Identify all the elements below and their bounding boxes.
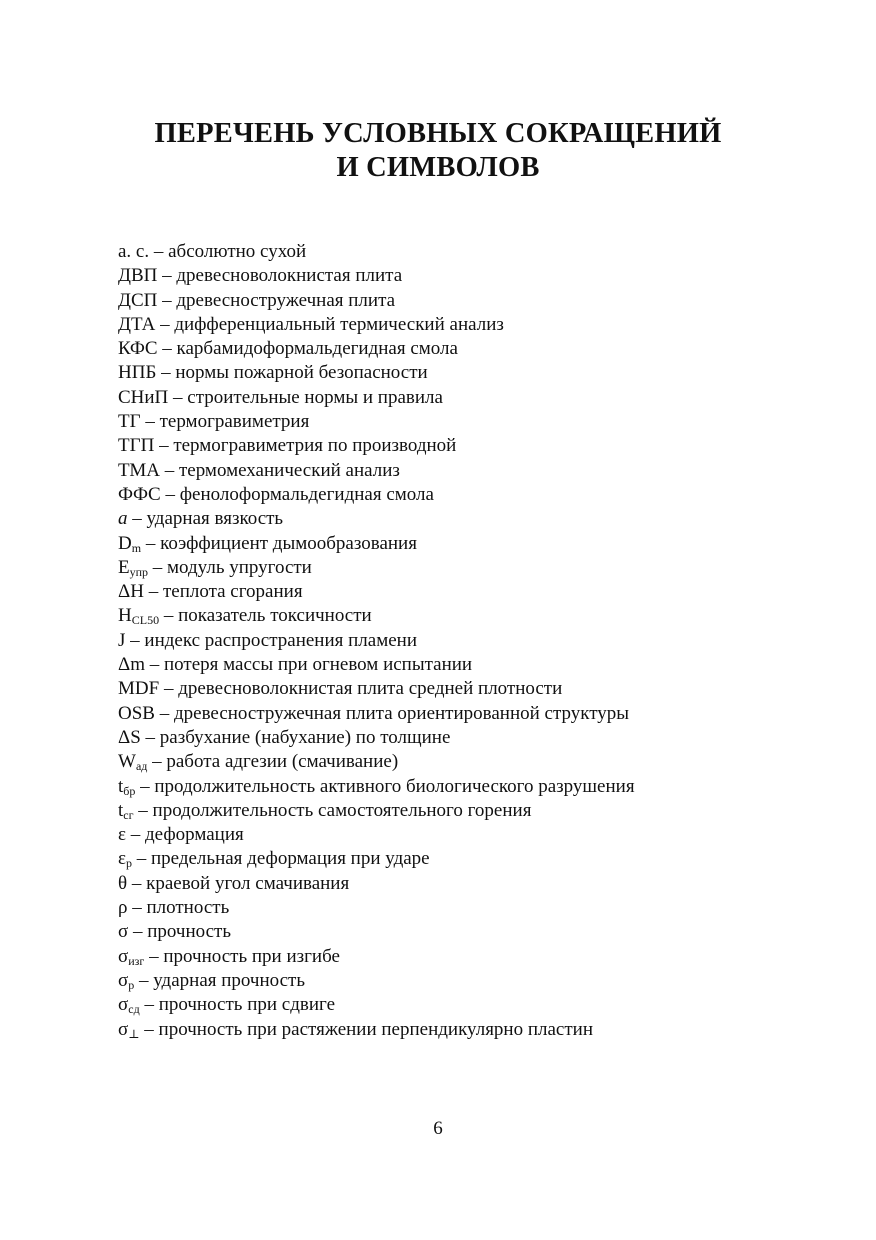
symbol-subscript: изг <box>128 953 145 968</box>
abbreviation-definition: – предельная деформация при ударе <box>131 848 430 870</box>
abbreviation-symbol: ΔH <box>118 581 144 603</box>
abbreviation-symbol: ТМА <box>118 459 160 481</box>
list-item <box>118 386 818 410</box>
abbreviation-definition: – модуль упругости <box>148 556 312 578</box>
abbreviation-symbol: MDF <box>118 678 160 700</box>
abbreviation-symbol: t <box>118 799 124 821</box>
abbreviation-definition: – фенолоформальдегидная смола <box>160 483 434 505</box>
list-item <box>118 726 818 750</box>
abbreviation-symbol: t <box>118 775 124 797</box>
list-item <box>118 604 818 628</box>
abbreviation-definition: – карбамидоформальдегидная смола <box>157 338 458 360</box>
abbreviation-definition: – работа адгезии (смачивание) <box>147 751 399 773</box>
abbreviation-definition: – индекс распространения пламени <box>125 629 417 651</box>
abbreviation-symbol: а. с. <box>118 241 150 262</box>
list-item <box>118 677 818 701</box>
list-item <box>118 532 818 556</box>
list-item <box>118 823 818 847</box>
abbreviation-definition: – деформация <box>125 824 244 846</box>
abbreviation-definition: – прочность при изгибе <box>144 945 340 967</box>
list-item <box>118 847 818 871</box>
list-item <box>118 580 818 604</box>
list-item <box>118 896 818 920</box>
abbreviation-symbol: ΔS <box>118 726 141 748</box>
page-number: 6 <box>433 1118 443 1139</box>
abbreviation-definition: – термомеханический анализ <box>159 459 400 481</box>
symbol-subscript: сг <box>123 807 134 822</box>
abbreviation-symbol: W <box>118 751 136 773</box>
abbreviation-symbol: J <box>118 629 126 651</box>
list-item <box>118 653 818 677</box>
abbreviation-definition: – теплота сгорания <box>143 581 303 603</box>
list-item <box>118 556 818 580</box>
title-line-2: И СИМВОЛОВ <box>336 152 540 183</box>
list-item <box>118 872 818 896</box>
abbreviation-definition: – строительные нормы и правила <box>168 386 443 408</box>
abbreviation-symbol: σ <box>118 994 129 1016</box>
abbreviation-definition: – прочность <box>128 921 232 943</box>
list-item <box>118 945 818 969</box>
abbreviation-definition: – древесностружечная плита ориентированной структуры <box>154 702 630 724</box>
list-item <box>118 264 818 288</box>
list-item <box>118 1018 818 1042</box>
symbol-subscript: m <box>131 540 142 555</box>
abbreviation-definition: – термогравиметрия <box>140 411 310 433</box>
title-line-1: ПЕРЕЧЕНЬ УСЛОВНЫХ СОКРАЩЕНИЙ <box>154 118 722 149</box>
list-item <box>118 483 818 507</box>
abbreviation-definition: – потеря массы при огневом испытании <box>145 654 473 676</box>
abbreviation-definition: – древесноволокнистая плита средней плотности <box>159 678 563 700</box>
symbol-subscript: CL50 <box>131 613 160 628</box>
list-item <box>118 240 818 264</box>
abbreviation-definition: – продолжительность самостоятельного горения <box>133 799 532 821</box>
abbreviation-symbol: σ <box>118 921 129 943</box>
list-item <box>118 629 818 653</box>
abbreviation-symbol: ТГ <box>118 411 141 433</box>
symbol-subscript: бр <box>123 783 136 798</box>
symbol-subscript: ад <box>135 759 148 774</box>
abbreviation-definition: – ударная прочность <box>134 969 306 991</box>
symbol-subscript: упр <box>129 564 149 579</box>
abbreviation-definition: – древесностружечная плита <box>157 289 396 311</box>
list-item <box>118 920 818 944</box>
abbreviation-symbol: a <box>118 508 128 530</box>
abbreviation-definition: – нормы пожарной безопасности <box>156 362 428 384</box>
abbreviation-definition: – ударная вязкость <box>127 508 284 530</box>
abbreviation-definition: – прочность при сдвиге <box>139 994 336 1016</box>
list-item <box>118 434 818 458</box>
abbreviation-definition: – термогравиметрия по производной <box>154 435 457 457</box>
abbreviation-symbol: СНиП <box>118 386 169 408</box>
abbreviation-definition: – прочность при растяжении перпендикулярно пластин <box>139 1018 594 1040</box>
list-item <box>118 969 818 993</box>
symbol-subscript: р <box>128 977 135 992</box>
abbreviation-symbol: ε <box>118 824 126 846</box>
abbreviation-symbol: σ <box>118 1018 129 1040</box>
abbreviation-symbol: H <box>118 605 132 627</box>
abbreviation-symbol: E <box>118 556 130 578</box>
abbreviation-symbol: σ <box>118 969 129 991</box>
symbol-subscript: р <box>125 856 132 871</box>
list-item <box>118 410 818 434</box>
list-item <box>118 799 818 823</box>
abbreviation-symbol: НПБ <box>118 362 157 384</box>
abbreviation-symbol: ТГП <box>118 435 155 457</box>
abbreviation-symbol: θ <box>118 872 128 894</box>
abbreviation-symbol: ФФС <box>118 483 161 505</box>
list-item <box>118 702 818 726</box>
abbreviation-definition: – краевой угол смачивания <box>127 872 350 894</box>
abbreviation-list <box>118 240 818 1042</box>
list-item <box>118 775 818 799</box>
abbreviation-symbol: КФС <box>118 338 158 360</box>
list-item <box>118 993 818 1017</box>
page-title <box>0 117 876 185</box>
list-item <box>118 459 818 483</box>
abbreviation-definition: – плотность <box>127 897 230 919</box>
list-item <box>118 361 818 385</box>
abbreviation-symbol: σ <box>118 945 129 967</box>
abbreviation-definition: – дифференциальный термический анализ <box>155 313 504 335</box>
abbreviation-definition: – абсолютно сухой <box>149 241 307 262</box>
abbreviation-definition: – разбухание (набухание) по толщине <box>140 726 451 748</box>
list-item <box>118 750 818 774</box>
list-item <box>118 507 818 531</box>
symbol-subscript: сд <box>128 1002 140 1017</box>
abbreviation-definition: – продолжительность активного биологического разрушения <box>135 775 635 797</box>
abbreviation-symbol: ρ <box>118 897 128 919</box>
abbreviation-symbol: ε <box>118 848 126 870</box>
symbol-subscript: ⊥ <box>128 1026 140 1041</box>
abbreviation-definition: – показатель токсичности <box>159 605 372 627</box>
list-item <box>118 289 818 313</box>
abbreviation-definition: – коэффициент дымообразования <box>141 532 417 554</box>
abbreviation-symbol: ДТА <box>118 313 156 335</box>
abbreviation-symbol: ДСП <box>118 289 158 311</box>
abbreviation-definition: – древесноволокнистая плита <box>157 265 403 287</box>
list-item <box>118 337 818 361</box>
abbreviation-symbol: Δm <box>118 654 145 676</box>
abbreviation-symbol: OSB <box>118 702 155 724</box>
abbreviation-symbol: ДВП <box>118 265 158 287</box>
list-item <box>118 313 818 337</box>
abbreviation-symbol: D <box>118 532 132 554</box>
